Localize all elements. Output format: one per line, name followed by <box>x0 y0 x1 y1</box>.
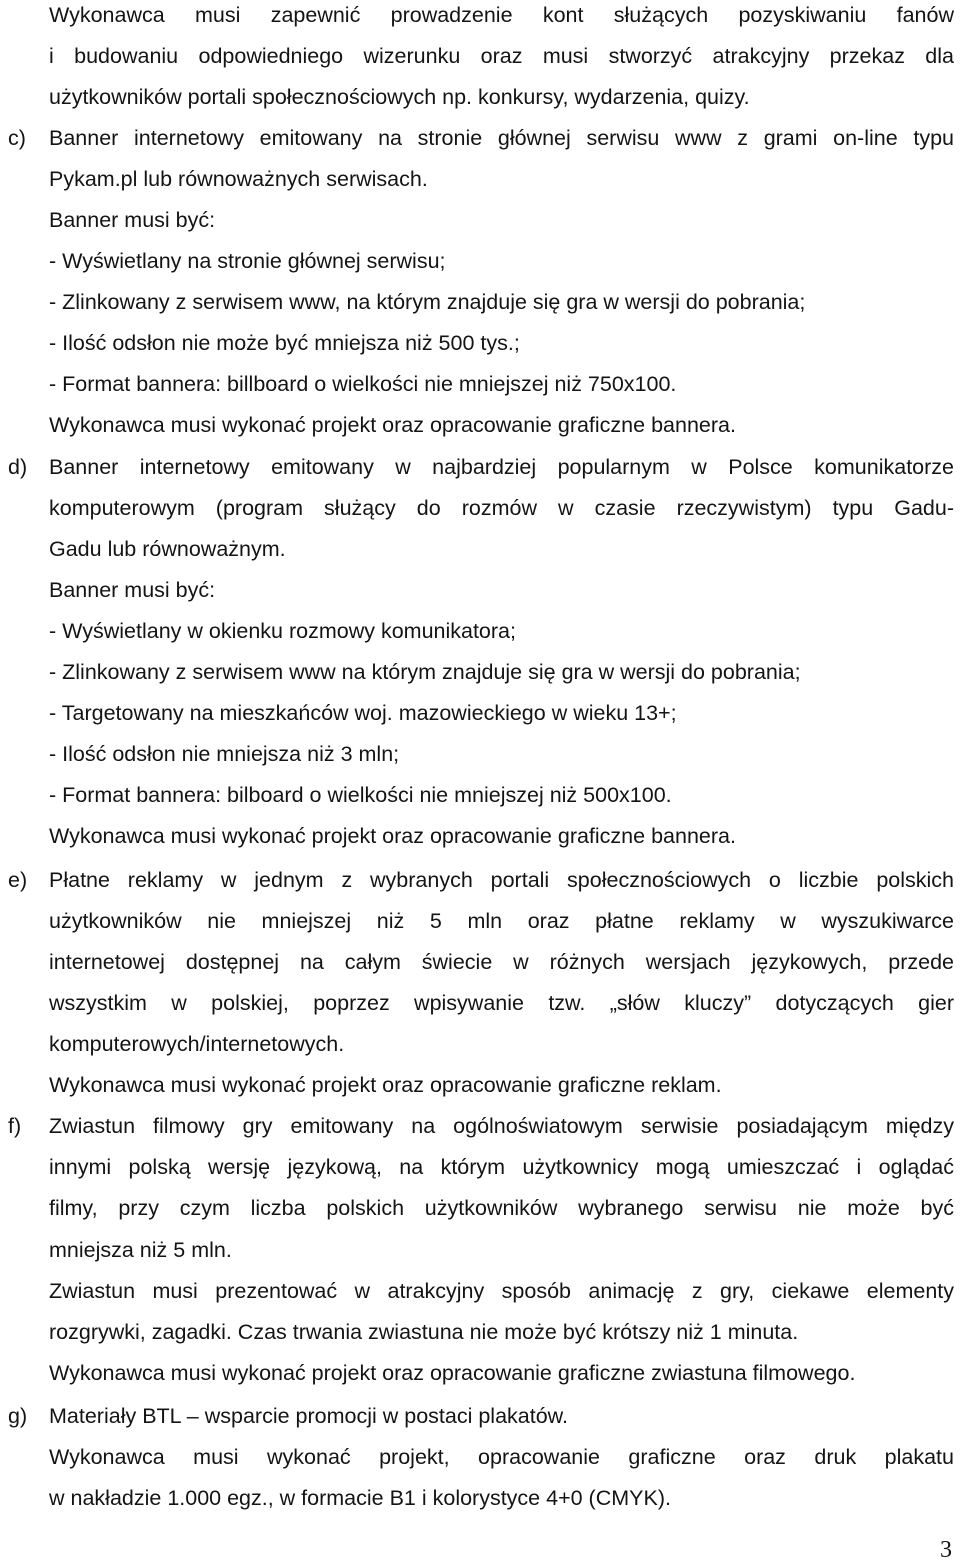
section-f-line-5: Zwiastun musi prezentować w atrakcyjny sposób animację z gry, ciekawe elementy <box>49 1279 954 1303</box>
section-d-line-6: - Zlinkowany z serwisem www na którym znajduje się gra w wersji do pobrania; <box>49 660 801 684</box>
section-c-line-4: - Wyświetlany na stronie głównej serwisu; <box>49 249 446 273</box>
page-number: 3 <box>940 1537 952 1563</box>
section-e-line-6: Wykonawca musi wykonać projekt oraz opracowanie graficzne reklam. <box>49 1073 722 1097</box>
section-c-line-3: Banner musi być: <box>49 208 216 232</box>
section-g-line-1: Materiały BTL – wsparcie promocji w postaci plakatów. <box>49 1404 568 1428</box>
section-e-marker: e) <box>8 868 28 892</box>
section-d-line-10: Wykonawca musi wykonać projekt oraz opracowanie graficzne bannera. <box>49 824 736 848</box>
section-c-line-6: - Ilość odsłon nie może być mniejsza niż 500 tys.; <box>49 331 520 355</box>
section-e-line-3: internetowej dostępnej na całym świecie w różnych wersjach językowych, przede <box>49 950 954 974</box>
section-d-line-3: Gadu lub równoważnym. <box>49 537 286 561</box>
section-c-line-1: Banner internetowy emitowany na stronie głównej serwisu www z grami on-line typu <box>49 126 954 150</box>
section-c-line-2: Pykam.pl lub równoważnych serwisach. <box>49 167 428 191</box>
section-g-marker: g) <box>8 1404 28 1428</box>
section-f-line-4: mniejsza niż 5 mln. <box>49 1238 232 1262</box>
section-d-line-2: komputerowym (program służący do rozmów w czasie rzeczywistym) typu Gadu- <box>49 496 954 520</box>
section-c-marker: c) <box>8 126 26 150</box>
section-g-line-3: w nakładzie 1.000 egz., w formacie B1 i kolorystyce 4+0 (CMYK). <box>49 1486 671 1510</box>
section-d-line-7: - Targetowany na mieszkańców woj. mazowieckiego w wieku 13+; <box>49 701 677 725</box>
section-d-line-9: - Format bannera: bilboard o wielkości nie mniejszej niż 500x100. <box>49 783 672 807</box>
section-g-line-2: Wykonawca musi wykonać projekt, opracowanie graficzne oraz druk plakatu <box>49 1445 954 1469</box>
section-f-marker: f) <box>8 1114 22 1138</box>
intro-line-3: użytkowników portali społecznościowych np. konkursy, wydarzenia, quizy. <box>49 85 750 109</box>
intro-line-1: Wykonawca musi zapewnić prowadzenie kont służących pozyskiwaniu fanów <box>49 3 954 27</box>
section-e-line-2: użytkowników nie mniejszej niż 5 mln oraz płatne reklamy w wyszukiwarce <box>49 909 954 933</box>
section-d-line-5: - Wyświetlany w okienku rozmowy komunikatora; <box>49 619 516 643</box>
section-f-line-3: filmy, przy czym liczba polskich użytkowników wybranego serwisu nie może być <box>49 1196 954 1220</box>
section-e-line-5: komputerowych/internetowych. <box>49 1032 345 1056</box>
section-c-line-5: - Zlinkowany z serwisem www, na którym znajduje się gra w wersji do pobrania; <box>49 290 806 314</box>
section-c-line-7: - Format bannera: billboard o wielkości nie mniejszej niż 750x100. <box>49 372 677 396</box>
section-e-line-1: Płatne reklamy w jednym z wybranych portali społecznościowych o liczbie polskich <box>49 868 954 892</box>
section-d-line-1: Banner internetowy emitowany w najbardziej popularnym w Polsce komunikatorze <box>49 455 954 479</box>
section-f-line-2: innymi polską wersję językową, na którym użytkownicy mogą umieszczać i oglądać <box>49 1155 954 1179</box>
section-f-line-1: Zwiastun filmowy gry emitowany na ogólnoświatowym serwisie posiadającym między <box>49 1114 954 1138</box>
section-d-line-4: Banner musi być: <box>49 578 216 602</box>
section-f-line-7: Wykonawca musi wykonać projekt oraz opracowanie graficzne zwiastuna filmowego. <box>49 1361 856 1385</box>
section-e-line-4: wszystkim w polskiej, poprzez wpisywanie tzw. „słów kluczy” dotyczących gier <box>49 991 954 1015</box>
section-d-line-8: - Ilość odsłon nie mniejsza niż 3 mln; <box>49 742 400 766</box>
section-c-line-8: Wykonawca musi wykonać projekt oraz opracowanie graficzne bannera. <box>49 413 736 437</box>
section-d-marker: d) <box>8 455 28 479</box>
intro-line-2: i budowaniu odpowiedniego wizerunku oraz musi stworzyć atrakcyjny przekaz dla <box>49 44 954 68</box>
section-f-line-6: rozgrywki, zagadki. Czas trwania zwiastuna nie może być krótszy niż 1 minuta. <box>49 1320 799 1344</box>
